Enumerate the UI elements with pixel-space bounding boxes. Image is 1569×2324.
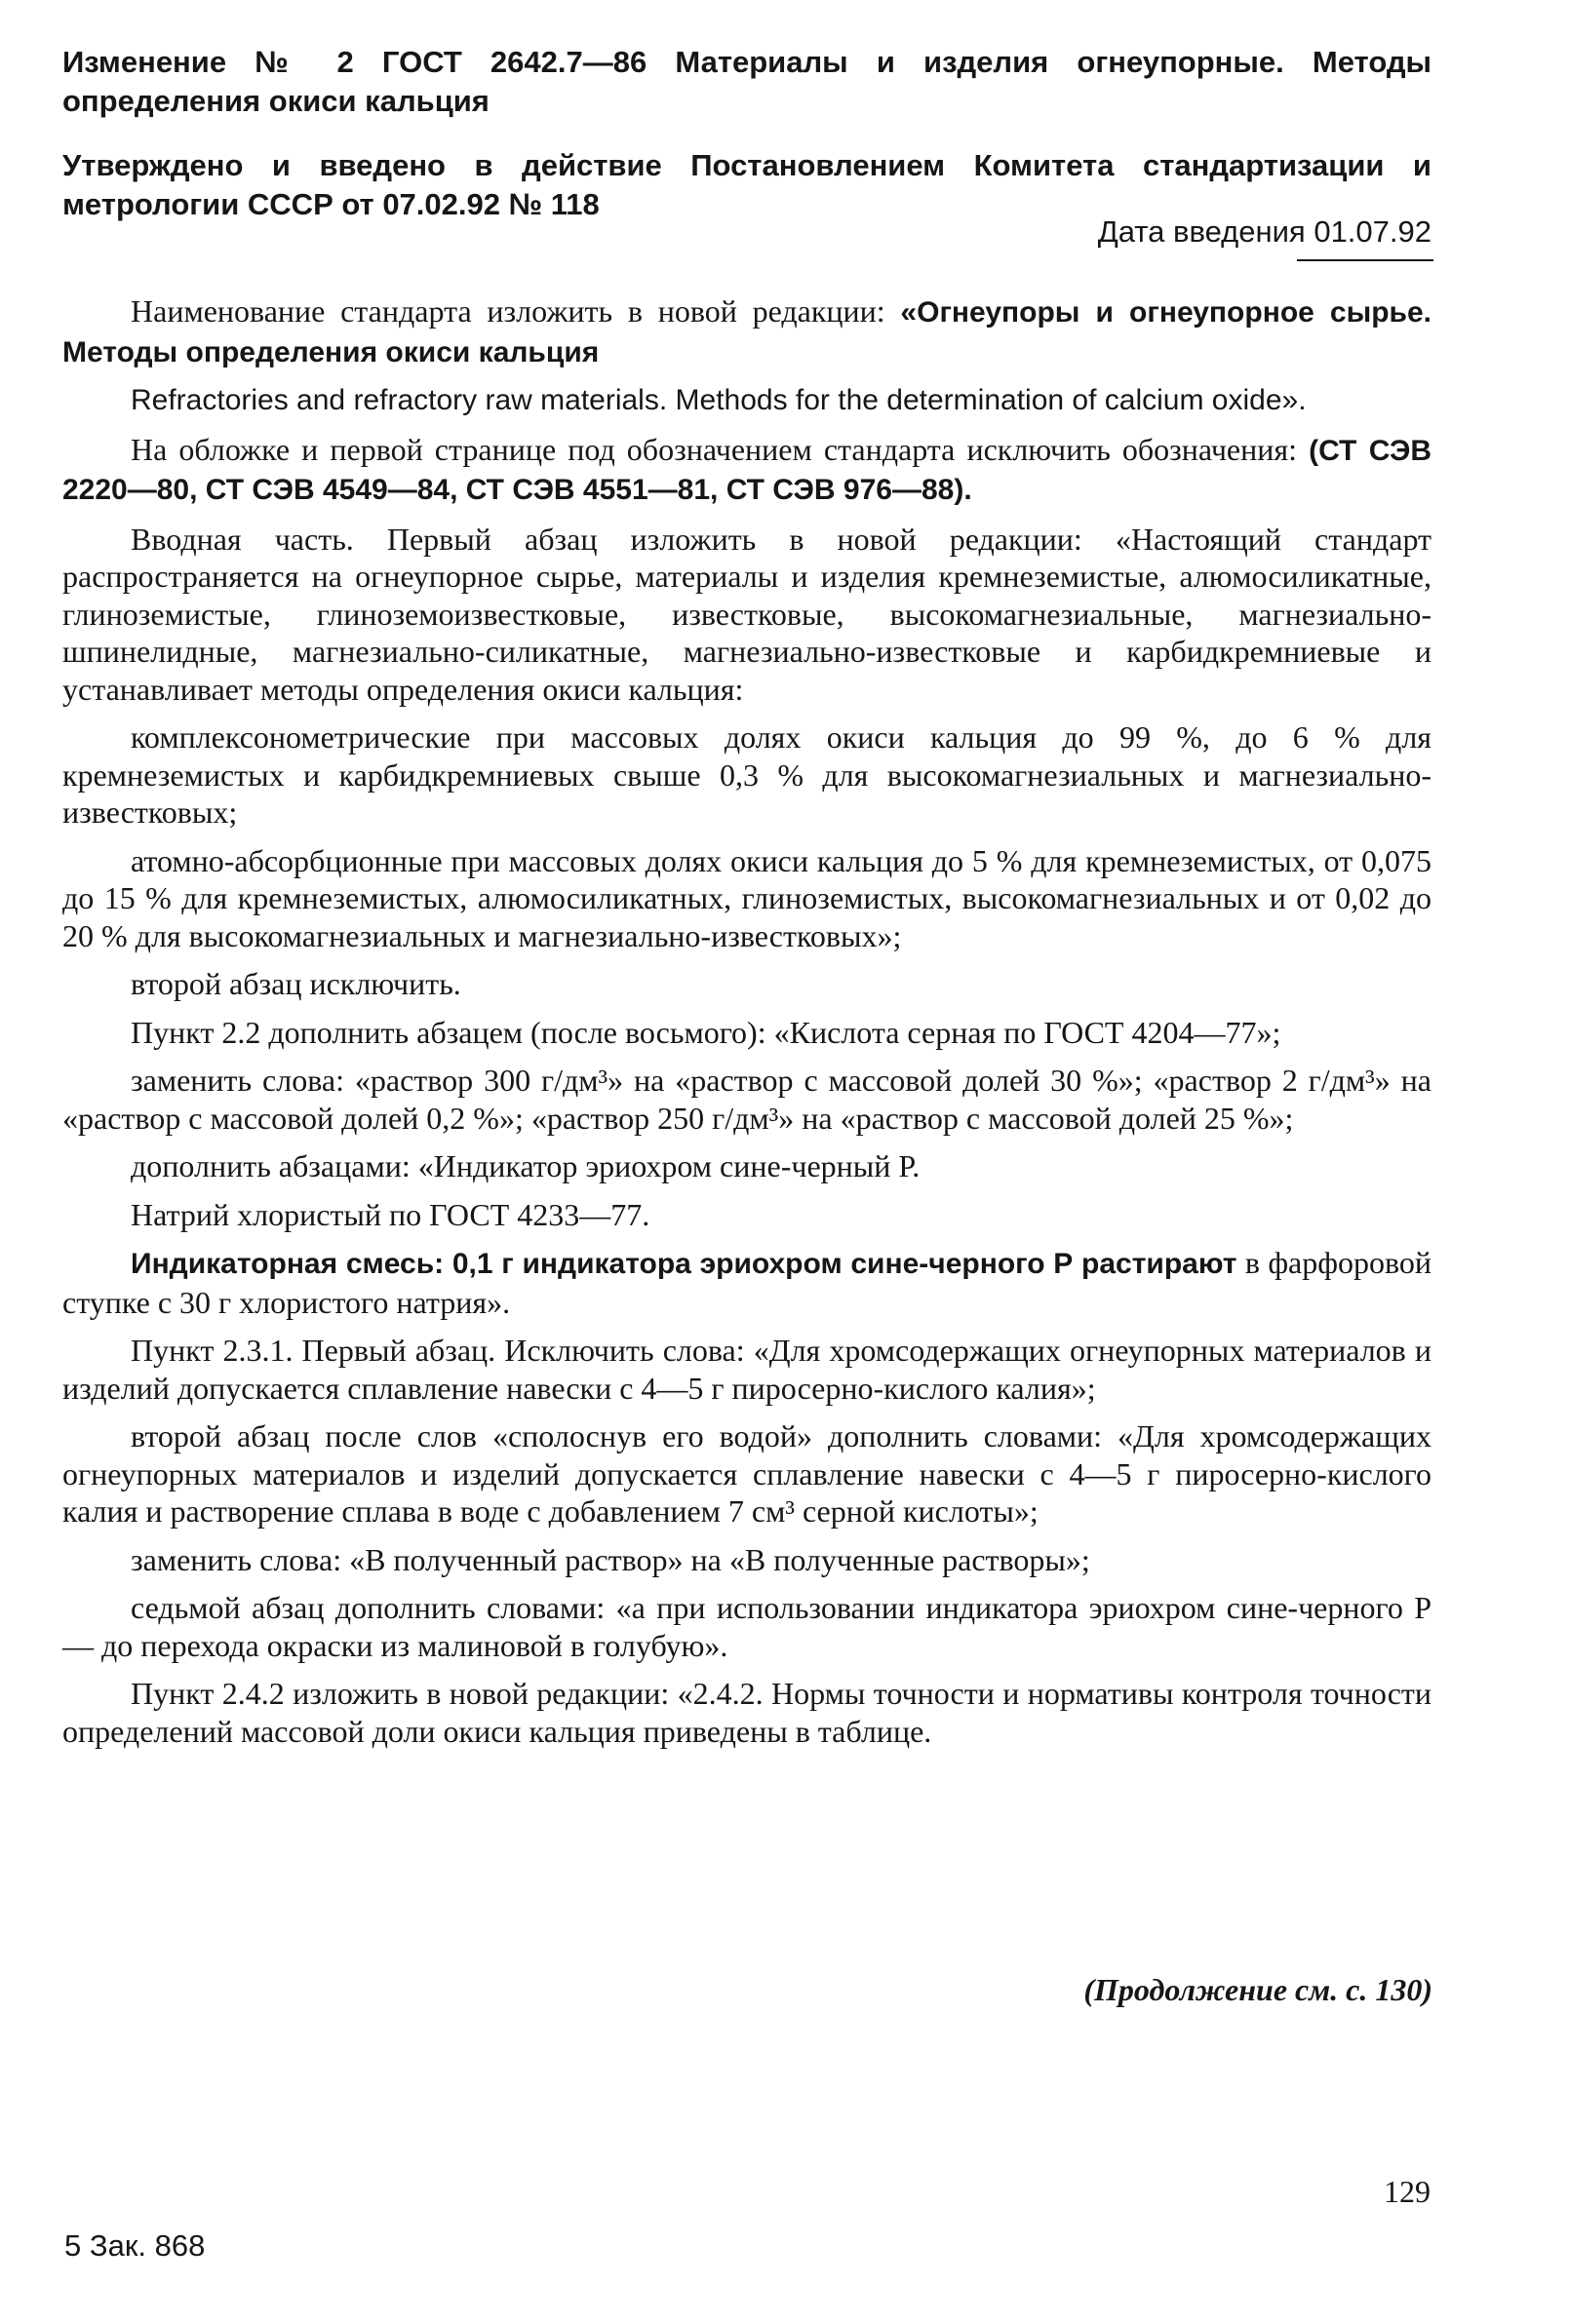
paragraph: атомно-абсорбционные при массовых долях окиси кальция до 5 % для кремнеземистых, от 0,075 до 15 % для кремнеземистых, алюмосиликатных, глиноземистых, высокомагнезиальных и от 0,02 до 20 % для высокомагнезиальных и магнезиально-известковых»; bbox=[62, 842, 1432, 953]
page-number: 129 bbox=[1384, 2174, 1431, 2209]
paragraph: Refractories and refractory raw materials. Methods for the determination of calcium oxide». bbox=[131, 384, 1307, 416]
continuation-note: (Продолжение см. с. 130) bbox=[1083, 1972, 1432, 2007]
paragraph-text: На обложке и первой странице под обозначением стандарта исключить обозначения: bbox=[131, 431, 1310, 467]
effective-date bbox=[1098, 213, 1432, 252]
paragraph-bold-text: Индикаторная смесь: 0,1 г индикатора эриохром сине-черного Р растирают bbox=[131, 1248, 1237, 1280]
paragraph: заменить слова: «В полученный раствор» на «В полученные растворы»; bbox=[131, 1541, 1090, 1577]
paragraph: Пункт 2.2 дополнить абзацем (после восьмого): «Кислота серная по ГОСТ 4204—77»; bbox=[131, 1014, 1281, 1050]
amendment-title: Изменение № 2 ГОСТ 2642.7—86 Материалы и изделия огнеупорные. Методы определения окиси кальция bbox=[62, 45, 1432, 118]
date-value: 01.07.92 bbox=[1314, 214, 1432, 249]
paragraph-bold-text: (СТ СЭВ 2220—80, СТ СЭВ 4549—84, СТ СЭВ 4551—81, СТ СЭВ 976—88). bbox=[62, 434, 1432, 506]
paragraph: седьмой абзац дополнить словами: «а при использовании индикатора эриохром сине-черного Р — до перехода окраски из малиновой в голубую». bbox=[62, 1590, 1432, 1663]
paragraph bbox=[62, 1244, 1432, 1321]
paragraph: Пункт 2.3.1. Первый абзац. Исключить слова: «Для хромсодержащих огнеупорных материалов и изделий допускается сплавление навески с 4—5 г пиросерно-кислого калия»; bbox=[62, 1333, 1432, 1406]
paragraph: Пункт 2.4.2 изложить в новой редакции: «2.4.2. Нормы точности и нормативы контроля точности определений массовой доли окиси кальция приведены в таблице. bbox=[62, 1676, 1432, 1749]
paragraph bbox=[62, 292, 1432, 371]
date-label: Дата введения bbox=[1097, 214, 1314, 249]
date-underline bbox=[1297, 259, 1433, 261]
paragraph: второй абзац после слов «сполоснув его водой» дополнить словами: «Для хромсодержащих огнеупорных материалов и изделий допускается сплавление навески с 4—5 г пиросерно-кислого калия и растворение сплава в воде с добавлением 7 см³ серной кислоты»; bbox=[62, 1418, 1432, 1529]
paragraph: Вводная часть. Первый абзац изложить в новой редакции: «Настоящий стандарт распространяется на огнеупорное сырье, материалы и изделия кремнеземистые, алюмосиликатные, глиноземистые, глиноземоизвестковые, известковые, высокомагнезиальные, магнезиально-шпинелидные, магнезиально-силикатные, магнезиально-известковые и карбидкремниевые и устанавливает методы определения окиси кальция: bbox=[62, 521, 1432, 707]
paragraph: дополнить абзацами: «Индикатор эриохром сине-черный Р. bbox=[131, 1148, 921, 1183]
paragraph: Натрий хлористый по ГОСТ 4233—77. bbox=[131, 1196, 650, 1232]
paragraph: комплексонометрические при массовых долях окиси кальция до 99 %, до 6 % для кремнеземистых и карбидкремниевых свыше 0,3 % для высокомагнезиальных и магнезиально-известковых; bbox=[62, 719, 1432, 830]
document-body bbox=[62, 292, 1432, 1761]
print-order-number: 5 Зак. 868 bbox=[64, 2228, 206, 2263]
paragraph bbox=[62, 431, 1432, 510]
paragraph-text: Наименование стандарта изложить в новой редакции: bbox=[131, 293, 901, 329]
paragraph-text: в фарфоровой ступке с 30 г хлористого натрия». bbox=[62, 1245, 1432, 1320]
approval-statement: Утверждено и введено в действие Постановлением Комитета стандартизации и метрологии СССР от 07.02.92 № 118 bbox=[62, 148, 1432, 221]
paragraph-bold-text: «Огнеупоры и огнеупорное сырье. Методы определения окиси кальция bbox=[62, 296, 1432, 368]
paragraph: второй абзац исключить. bbox=[131, 966, 461, 1001]
paragraph: заменить слова: «раствор 300 г/дм³» на «раствор с массовой долей 30 %»; «раствор 2 г/дм³» на «раствор с массовой долей 0,2 %»; «раствор 250 г/дм³» на «раствор с массовой долей 25 %»; bbox=[62, 1063, 1432, 1136]
